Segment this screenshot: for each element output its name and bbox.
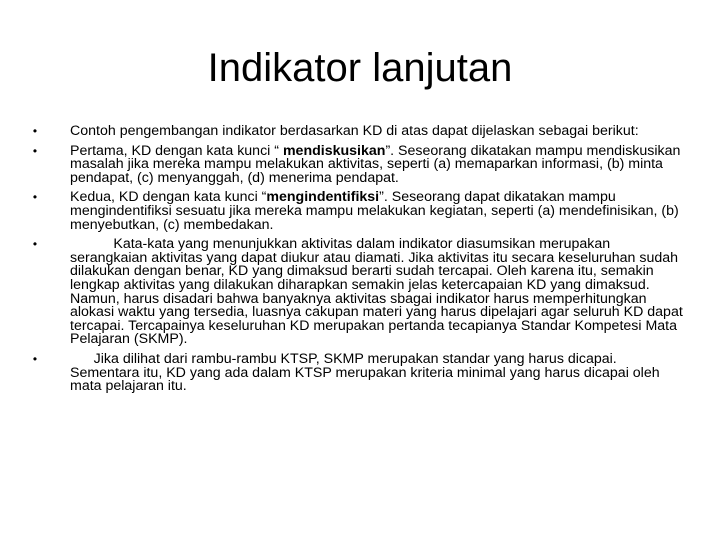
bullet-text bbox=[70, 350, 688, 395]
keyword-mengindentifiksi: mengindentifiksi bbox=[266, 189, 380, 206]
bullet-list bbox=[28, 125, 688, 400]
bullet-text bbox=[70, 191, 688, 232]
bullet-text-part: Jika dilihat dari rambu-rambu KTSP, SKMP merupakan standar yang harus dicapai. Sementara itu, KD yang ada dalam KTSP merupakan kriteria minimal yang harus dicapai oleh mata pelajaran itu. bbox=[70, 350, 660, 395]
bullet-item bbox=[28, 350, 688, 395]
bullet-text bbox=[70, 238, 688, 347]
keyword-mendiskusikan: mendiskusikan bbox=[282, 142, 386, 159]
slide-title: Indikator lanjutan bbox=[207, 46, 513, 90]
bullet-item bbox=[28, 125, 688, 139]
bullet-dot: • bbox=[32, 237, 38, 252]
bullet-text-part: Kata-kata yang menunjukkan aktivitas dalam indikator diasumsikan merupakan serangkaian aktivitas yang dapat diukur atau diamati. Jika aktivitas itu secara keseluruhan sudah dilakukan dengan benar, KD yang dimaksud berarti sudah tercapai. Oleh karena itu, semakin lengkap aktivitas yang dilakukan diharapkan semakin jelas ketercapaian KD yang dimaksud. Namun, harus disadari bahwa banyaknya aktivitas sbagai indikator harus memperhitungkan alokasi waktu yang tersedia, luasnya cakupan materi yang harus dipelajari agar seluruh KD dapat tercapai. Tercapainya keseluruhan KD merupakan pertanda tecapianya Standar Kompetesi Mata Pelajaran (SKMP). bbox=[70, 236, 683, 348]
bullet-text bbox=[70, 142, 688, 186]
bullet-dot: • bbox=[32, 124, 38, 138]
bullet-item bbox=[28, 191, 688, 232]
bullet-text-part: ”. Seseorang dapat dikatakan mampu mengindentifiksi sesuatu jika mereka mampu melakukan kegiatan, seperti (a) mendefinisikan, (b) menyebutkan, (c) membedakan. bbox=[70, 189, 679, 233]
bullet-dot: • bbox=[32, 143, 38, 158]
bullet-item bbox=[28, 142, 688, 186]
bullet-dot: • bbox=[32, 190, 38, 205]
bullet-item bbox=[28, 238, 688, 347]
bullet-text-part: Kedua, KD dengan kata kunci “ bbox=[70, 189, 267, 206]
bullet-text-part: Contoh pengembangan indikator berdasarkan KD di atas dapat dijelaskan sebagai berikut: bbox=[70, 123, 639, 139]
bullet-text bbox=[70, 125, 688, 139]
bullet-dot: • bbox=[32, 351, 38, 366]
bullet-text-part: ”. Seseorang dikatakan mampu mendiskusikan masalah jika mereka mampu melakukan aktivitas, seperti (a) memaparkan informasi, (b) minta pendapat, (c) menyanggah, (d) menerima pendapat. bbox=[70, 142, 681, 186]
bullet-text-part: Pertama, KD dengan kata kunci “ bbox=[70, 142, 283, 159]
